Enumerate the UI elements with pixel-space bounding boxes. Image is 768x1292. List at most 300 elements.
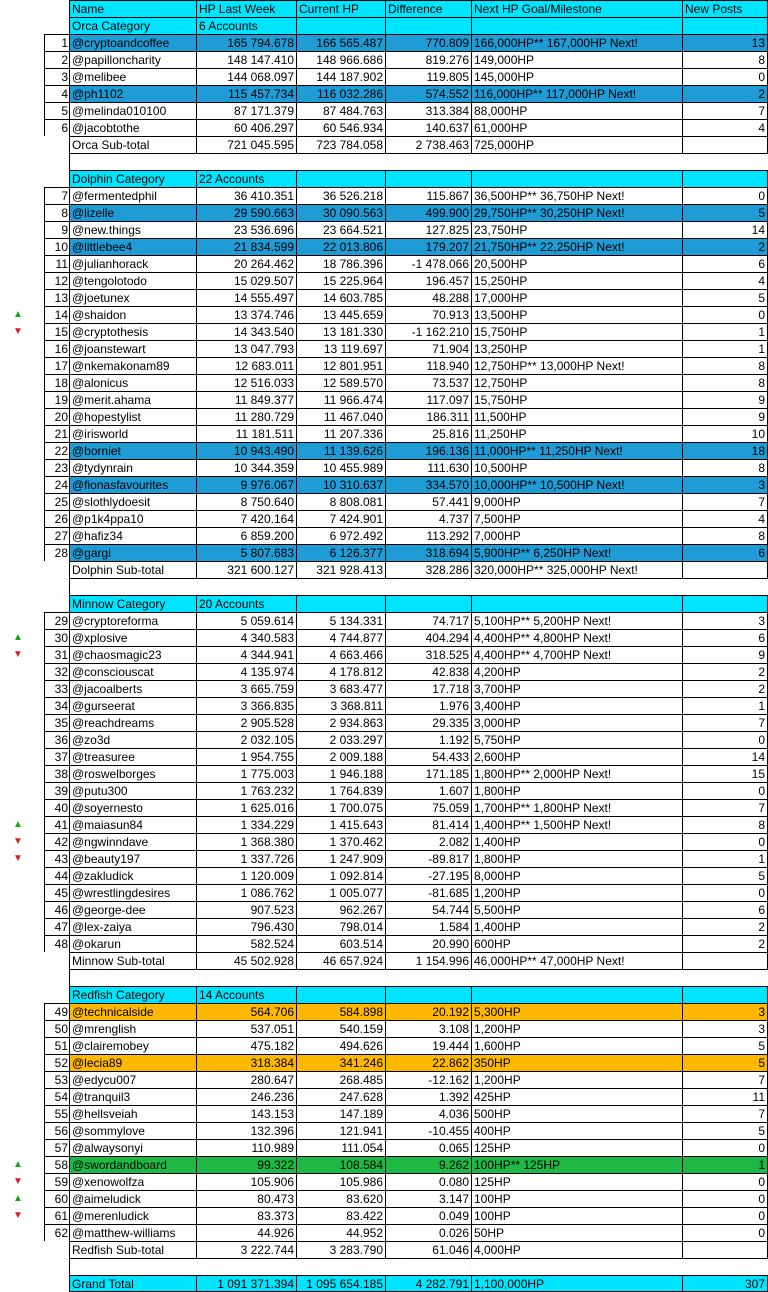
row-index[interactable]: 25: [44, 493, 69, 510]
cell-goal[interactable]: 5,900HP** 6,250HP Next!: [471, 544, 682, 561]
cell-name[interactable]: @tengolotodo: [69, 272, 196, 289]
cell-cur[interactable]: 144 187.902: [296, 68, 385, 85]
cell-posts[interactable]: 0: [682, 1139, 768, 1156]
category-empty-cell[interactable]: [296, 170, 385, 187]
cell-last[interactable]: 132.396: [196, 1122, 296, 1139]
row-index[interactable]: 26: [44, 510, 69, 527]
row-index[interactable]: 19: [44, 391, 69, 408]
cell-last[interactable]: 87 171.379: [196, 102, 296, 119]
cell-last[interactable]: 105.906: [196, 1173, 296, 1190]
cell-name[interactable]: @soyernesto: [69, 799, 196, 816]
cell-goal[interactable]: 9,000HP: [471, 493, 682, 510]
cell-cur[interactable]: 6 126.377: [296, 544, 385, 561]
category-empty-cell[interactable]: [682, 17, 768, 34]
row-index[interactable]: 18: [44, 374, 69, 391]
cell-goal[interactable]: 17,000HP: [471, 289, 682, 306]
row-index[interactable]: 55: [44, 1105, 69, 1122]
cell-cur[interactable]: 147.189: [296, 1105, 385, 1122]
cell-last[interactable]: 21 834.599: [196, 238, 296, 255]
cell-posts[interactable]: 5: [682, 289, 768, 306]
cell-goal[interactable]: 5,300HP: [471, 1003, 682, 1020]
cell-cur[interactable]: 83.620: [296, 1190, 385, 1207]
cell-name[interactable]: @maiasun84: [69, 816, 196, 833]
cell-diff[interactable]: 48.288: [385, 289, 471, 306]
cell-diff[interactable]: -27.195: [385, 867, 471, 884]
cell-goal[interactable]: 116,000HP** 117,000HP Next!: [471, 85, 682, 102]
row-index[interactable]: 37: [44, 748, 69, 765]
cell-goal[interactable]: 11,000HP** 11,250HP Next!: [471, 442, 682, 459]
row-index[interactable]: 24: [44, 476, 69, 493]
cell-goal[interactable]: 1,400HP** 1,500HP Next!: [471, 816, 682, 833]
subtotal-hp-last-week[interactable]: 3 222.744: [196, 1241, 296, 1258]
cell-cur[interactable]: 11 966.474: [296, 391, 385, 408]
cell-goal[interactable]: 125HP: [471, 1139, 682, 1156]
cell-goal[interactable]: 13,500HP: [471, 306, 682, 323]
cell-name[interactable]: @cryptoreforma: [69, 612, 196, 629]
cell-posts[interactable]: 6: [682, 629, 768, 646]
cell-diff[interactable]: 119.805: [385, 68, 471, 85]
cell-posts[interactable]: 8: [682, 816, 768, 833]
subtotal-current-hp[interactable]: 3 283.790: [296, 1241, 385, 1258]
cell-last[interactable]: 13 374.746: [196, 306, 296, 323]
cell-cur[interactable]: 10 310.637: [296, 476, 385, 493]
subtotal-difference[interactable]: 2 738.463: [385, 136, 471, 153]
cell-goal[interactable]: 5,500HP: [471, 901, 682, 918]
cell-name[interactable]: @clairemobey: [69, 1037, 196, 1054]
row-index[interactable]: 57: [44, 1139, 69, 1156]
cell-goal[interactable]: 600HP: [471, 935, 682, 952]
row-index[interactable]: 2: [44, 51, 69, 68]
cell-cur[interactable]: 13 119.697: [296, 340, 385, 357]
cell-diff[interactable]: 74.717: [385, 612, 471, 629]
row-index[interactable]: 56: [44, 1122, 69, 1139]
row-index[interactable]: 47: [44, 918, 69, 935]
row-index[interactable]: 33: [44, 680, 69, 697]
category-empty-cell[interactable]: [385, 170, 471, 187]
row-index[interactable]: 7: [44, 187, 69, 204]
category-empty-cell[interactable]: [296, 17, 385, 34]
row-index[interactable]: 30: [44, 629, 69, 646]
cell-name[interactable]: @swordandboard: [69, 1156, 196, 1173]
cell-name[interactable]: @matthew-williams: [69, 1224, 196, 1241]
cell-cur[interactable]: 60 546.934: [296, 119, 385, 136]
cell-name[interactable]: @joetunex: [69, 289, 196, 306]
cell-name[interactable]: @littlebee4: [69, 238, 196, 255]
cell-name[interactable]: @hopestylist: [69, 408, 196, 425]
cell-posts[interactable]: 7: [682, 1071, 768, 1088]
cell-name[interactable]: @putu300: [69, 782, 196, 799]
cell-name[interactable]: @chaosmagic23: [69, 646, 196, 663]
cell-goal[interactable]: 1,200HP: [471, 884, 682, 901]
subtotal-goal[interactable]: 320,000HP** 325,000HP Next!: [471, 561, 682, 578]
cell-cur[interactable]: 540.159: [296, 1020, 385, 1037]
row-index[interactable]: 27: [44, 527, 69, 544]
row-index[interactable]: 45: [44, 884, 69, 901]
cell-goal[interactable]: 100HP: [471, 1207, 682, 1224]
cell-diff[interactable]: 1.584: [385, 918, 471, 935]
cell-cur[interactable]: 148 966.686: [296, 51, 385, 68]
cell-posts[interactable]: 0: [682, 884, 768, 901]
cell-last[interactable]: 99.322: [196, 1156, 296, 1173]
cell-last[interactable]: 4 340.583: [196, 629, 296, 646]
cell-cur[interactable]: 2 934.863: [296, 714, 385, 731]
cell-last[interactable]: 29 590.663: [196, 204, 296, 221]
cell-goal[interactable]: 1,800HP: [471, 850, 682, 867]
row-index[interactable]: 4: [44, 85, 69, 102]
category-empty-cell[interactable]: [296, 986, 385, 1003]
grand-total-goal[interactable]: 1,100,000HP: [471, 1275, 682, 1292]
cell-diff[interactable]: 574.552: [385, 85, 471, 102]
cell-name[interactable]: @mrenglish: [69, 1020, 196, 1037]
cell-last[interactable]: 23 536.696: [196, 221, 296, 238]
row-index[interactable]: 15: [44, 323, 69, 340]
cell-posts[interactable]: 5: [682, 204, 768, 221]
row-index[interactable]: 6: [44, 119, 69, 136]
cell-posts[interactable]: 5: [682, 1122, 768, 1139]
cell-last[interactable]: 280.647: [196, 1071, 296, 1088]
cell-cur[interactable]: 15 225.964: [296, 272, 385, 289]
row-index[interactable]: 35: [44, 714, 69, 731]
cell-name[interactable]: @ph1102: [69, 85, 196, 102]
cell-cur[interactable]: 5 134.331: [296, 612, 385, 629]
cell-posts[interactable]: 3: [682, 1020, 768, 1037]
cell-posts[interactable]: 9: [682, 391, 768, 408]
cell-goal[interactable]: 61,000HP: [471, 119, 682, 136]
category-empty-cell[interactable]: [471, 595, 682, 612]
cell-name[interactable]: @roswelborges: [69, 765, 196, 782]
cell-posts[interactable]: 1: [682, 340, 768, 357]
cell-name[interactable]: @borniet: [69, 442, 196, 459]
category-empty-cell[interactable]: [471, 986, 682, 1003]
cell-posts[interactable]: 0: [682, 833, 768, 850]
cell-name[interactable]: @lizelle: [69, 204, 196, 221]
cell-cur[interactable]: 166 565.487: [296, 34, 385, 51]
cell-diff[interactable]: 25.816: [385, 425, 471, 442]
cell-posts[interactable]: 6: [682, 544, 768, 561]
cell-diff[interactable]: 404.294: [385, 629, 471, 646]
row-index[interactable]: 16: [44, 340, 69, 357]
cell-name[interactable]: @fermentedphil: [69, 187, 196, 204]
cell-last[interactable]: 2 032.105: [196, 731, 296, 748]
row-index[interactable]: 5: [44, 102, 69, 119]
cell-name[interactable]: @tranquil3: [69, 1088, 196, 1105]
cell-posts[interactable]: 0: [682, 782, 768, 799]
category-empty-cell[interactable]: [385, 17, 471, 34]
cell-last[interactable]: 1 368.380: [196, 833, 296, 850]
cell-posts[interactable]: 5: [682, 1037, 768, 1054]
cell-posts[interactable]: 14: [682, 221, 768, 238]
cell-last[interactable]: 12 683.011: [196, 357, 296, 374]
cell-name[interactable]: @new.things: [69, 221, 196, 238]
cell-diff[interactable]: 0.080: [385, 1173, 471, 1190]
cell-last[interactable]: 11 849.377: [196, 391, 296, 408]
cell-goal[interactable]: 13,250HP: [471, 340, 682, 357]
cell-posts[interactable]: 2: [682, 680, 768, 697]
cell-last[interactable]: 907.523: [196, 901, 296, 918]
cell-diff[interactable]: -81.685: [385, 884, 471, 901]
cell-posts[interactable]: 5: [682, 1054, 768, 1071]
cell-name[interactable]: @aimeludick: [69, 1190, 196, 1207]
cell-name[interactable]: @xenowolfza: [69, 1173, 196, 1190]
cell-last[interactable]: 115 457.734: [196, 85, 296, 102]
cell-cur[interactable]: 8 808.081: [296, 493, 385, 510]
row-index[interactable]: 51: [44, 1037, 69, 1054]
cell-posts[interactable]: 8: [682, 51, 768, 68]
cell-name[interactable]: @treasuree: [69, 748, 196, 765]
cell-posts[interactable]: 6: [682, 255, 768, 272]
cell-diff[interactable]: 17.718: [385, 680, 471, 697]
cell-last[interactable]: 10 943.490: [196, 442, 296, 459]
cell-diff[interactable]: 42.838: [385, 663, 471, 680]
row-index[interactable]: 20: [44, 408, 69, 425]
cell-goal[interactable]: 1,800HP** 2,000HP Next!: [471, 765, 682, 782]
cell-posts[interactable]: 7: [682, 102, 768, 119]
cell-diff[interactable]: 1.392: [385, 1088, 471, 1105]
row-index[interactable]: 29: [44, 612, 69, 629]
cell-last[interactable]: 6 859.200: [196, 527, 296, 544]
cell-goal[interactable]: 1,200HP: [471, 1071, 682, 1088]
cell-name[interactable]: @reachdreams: [69, 714, 196, 731]
cell-goal[interactable]: 23,750HP: [471, 221, 682, 238]
row-index[interactable]: 58: [44, 1156, 69, 1173]
cell-posts[interactable]: 0: [682, 306, 768, 323]
cell-posts[interactable]: 7: [682, 799, 768, 816]
cell-last[interactable]: 10 344.359: [196, 459, 296, 476]
cell-posts[interactable]: 9: [682, 408, 768, 425]
cell-goal[interactable]: 3,400HP: [471, 697, 682, 714]
cell-diff[interactable]: 118.940: [385, 357, 471, 374]
cell-diff[interactable]: 819.276: [385, 51, 471, 68]
cell-posts[interactable]: 11: [682, 1088, 768, 1105]
cell-last[interactable]: 148 147.410: [196, 51, 296, 68]
cell-cur[interactable]: 1 946.188: [296, 765, 385, 782]
cell-cur[interactable]: 18 786.396: [296, 255, 385, 272]
cell-last[interactable]: 144 068.097: [196, 68, 296, 85]
cell-posts[interactable]: 2: [682, 918, 768, 935]
row-index[interactable]: 50: [44, 1020, 69, 1037]
cell-last[interactable]: 14 555.497: [196, 289, 296, 306]
cell-cur[interactable]: 121.941: [296, 1122, 385, 1139]
cell-goal[interactable]: 36,500HP** 36,750HP Next!: [471, 187, 682, 204]
cell-goal[interactable]: 12,750HP** 13,000HP Next!: [471, 357, 682, 374]
cell-diff[interactable]: 75.059: [385, 799, 471, 816]
cell-goal[interactable]: 149,000HP: [471, 51, 682, 68]
cell-cur[interactable]: 2 033.297: [296, 731, 385, 748]
category-account-count[interactable]: 14 Accounts: [196, 986, 296, 1003]
row-index[interactable]: 48: [44, 935, 69, 952]
cell-diff[interactable]: 313.384: [385, 102, 471, 119]
cell-last[interactable]: 3 665.759: [196, 680, 296, 697]
cell-cur[interactable]: 36 526.218: [296, 187, 385, 204]
row-index[interactable]: 42: [44, 833, 69, 850]
cell-goal[interactable]: 7,500HP: [471, 510, 682, 527]
cell-posts[interactable]: 8: [682, 527, 768, 544]
cell-diff[interactable]: 0.026: [385, 1224, 471, 1241]
category-name[interactable]: Dolphin Category: [69, 170, 196, 187]
cell-last[interactable]: 15 029.507: [196, 272, 296, 289]
cell-last[interactable]: 165 794.678: [196, 34, 296, 51]
subtotal-label[interactable]: Orca Sub-total: [69, 136, 196, 153]
category-empty-cell[interactable]: [682, 170, 768, 187]
cell-diff[interactable]: 179.207: [385, 238, 471, 255]
subtotal-goal[interactable]: 4,000HP: [471, 1241, 682, 1258]
col-header-difference[interactable]: Difference: [385, 0, 471, 17]
cell-last[interactable]: 14 343.540: [196, 323, 296, 340]
cell-name[interactable]: @lecia89: [69, 1054, 196, 1071]
subtotal-current-hp[interactable]: 46 657.924: [296, 952, 385, 969]
cell-goal[interactable]: 3,700HP: [471, 680, 682, 697]
cell-posts[interactable]: 0: [682, 68, 768, 85]
cell-posts[interactable]: 4: [682, 272, 768, 289]
cell-name[interactable]: @shaidon: [69, 306, 196, 323]
cell-posts[interactable]: 0: [682, 731, 768, 748]
cell-cur[interactable]: 494.626: [296, 1037, 385, 1054]
cell-name[interactable]: @sommylove: [69, 1122, 196, 1139]
category-name[interactable]: Redfish Category: [69, 986, 196, 1003]
cell-cur[interactable]: 4 663.466: [296, 646, 385, 663]
cell-goal[interactable]: 11,250HP: [471, 425, 682, 442]
row-index[interactable]: 44: [44, 867, 69, 884]
grand-total-difference[interactable]: 4 282.791: [385, 1275, 471, 1292]
row-index[interactable]: 38: [44, 765, 69, 782]
cell-cur[interactable]: 1 005.077: [296, 884, 385, 901]
cell-name[interactable]: @zo3d: [69, 731, 196, 748]
cell-last[interactable]: 537.051: [196, 1020, 296, 1037]
cell-name[interactable]: @merenludick: [69, 1207, 196, 1224]
cell-posts[interactable]: 0: [682, 1207, 768, 1224]
cell-diff[interactable]: -10.455: [385, 1122, 471, 1139]
cell-diff[interactable]: -12.162: [385, 1071, 471, 1088]
row-index[interactable]: 62: [44, 1224, 69, 1241]
cell-cur[interactable]: 798.014: [296, 918, 385, 935]
cell-last[interactable]: 1 625.016: [196, 799, 296, 816]
subtotal-label[interactable]: Minnow Sub-total: [69, 952, 196, 969]
cell-posts[interactable]: 7: [682, 493, 768, 510]
row-index[interactable]: 31: [44, 646, 69, 663]
subtotal-hp-last-week[interactable]: 321 600.127: [196, 561, 296, 578]
cell-last[interactable]: 9 976.067: [196, 476, 296, 493]
row-index[interactable]: 21: [44, 425, 69, 442]
cell-cur[interactable]: 1 092.814: [296, 867, 385, 884]
cell-posts[interactable]: 3: [682, 612, 768, 629]
cell-goal[interactable]: 425HP: [471, 1088, 682, 1105]
cell-posts[interactable]: 1: [682, 850, 768, 867]
cell-diff[interactable]: 81.414: [385, 816, 471, 833]
cell-diff[interactable]: 4.737: [385, 510, 471, 527]
row-index[interactable]: 12: [44, 272, 69, 289]
cell-posts[interactable]: 3: [682, 1003, 768, 1020]
cell-cur[interactable]: 3 683.477: [296, 680, 385, 697]
cell-cur[interactable]: 12 801.951: [296, 357, 385, 374]
subtotal-label[interactable]: Dolphin Sub-total: [69, 561, 196, 578]
cell-cur[interactable]: 1 370.462: [296, 833, 385, 850]
cell-diff[interactable]: 186.311: [385, 408, 471, 425]
cell-diff[interactable]: 4.036: [385, 1105, 471, 1122]
row-index[interactable]: 36: [44, 731, 69, 748]
cell-cur[interactable]: 962.267: [296, 901, 385, 918]
cell-name[interactable]: @xplosive: [69, 629, 196, 646]
cell-cur[interactable]: 14 603.785: [296, 289, 385, 306]
cell-last[interactable]: 83.373: [196, 1207, 296, 1224]
cell-posts[interactable]: 15: [682, 765, 768, 782]
category-account-count[interactable]: 20 Accounts: [196, 595, 296, 612]
category-name[interactable]: Minnow Category: [69, 595, 196, 612]
cell-goal[interactable]: 4,200HP: [471, 663, 682, 680]
cell-posts[interactable]: 5: [682, 867, 768, 884]
cell-diff[interactable]: 196.136: [385, 442, 471, 459]
cell-goal[interactable]: 500HP: [471, 1105, 682, 1122]
cell-posts[interactable]: 2: [682, 935, 768, 952]
cell-posts[interactable]: 7: [682, 714, 768, 731]
cell-name[interactable]: @irisworld: [69, 425, 196, 442]
row-index[interactable]: 32: [44, 663, 69, 680]
cell-goal[interactable]: 1,400HP: [471, 918, 682, 935]
cell-diff[interactable]: -1 478.066: [385, 255, 471, 272]
col-header-next-goal[interactable]: Next HP Goal/Milestone: [471, 0, 682, 17]
cell-goal[interactable]: 3,000HP: [471, 714, 682, 731]
cell-cur[interactable]: 10 455.989: [296, 459, 385, 476]
cell-last[interactable]: 11 280.729: [196, 408, 296, 425]
cell-goal[interactable]: 15,250HP: [471, 272, 682, 289]
cell-name[interactable]: @nkemakonam89: [69, 357, 196, 374]
cell-name[interactable]: @gargi: [69, 544, 196, 561]
cell-diff[interactable]: 113.292: [385, 527, 471, 544]
cell-last[interactable]: 7 420.164: [196, 510, 296, 527]
cell-diff[interactable]: 115.867: [385, 187, 471, 204]
cell-posts[interactable]: 0: [682, 1173, 768, 1190]
grand-total-hp-last-week[interactable]: 1 091 371.394: [196, 1275, 296, 1292]
cell-last[interactable]: 5 807.683: [196, 544, 296, 561]
cell-goal[interactable]: 100HP** 125HP: [471, 1156, 682, 1173]
cell-goal[interactable]: 29,750HP** 30,250HP Next!: [471, 204, 682, 221]
cell-goal[interactable]: 1,700HP** 1,800HP Next!: [471, 799, 682, 816]
cell-diff[interactable]: 499.900: [385, 204, 471, 221]
col-header-new-posts[interactable]: New Posts: [682, 0, 768, 17]
cell-goal[interactable]: 1,400HP: [471, 833, 682, 850]
cell-name[interactable]: @hellsveiah: [69, 1105, 196, 1122]
cell-posts[interactable]: 10: [682, 425, 768, 442]
cell-goal[interactable]: 12,750HP: [471, 374, 682, 391]
cell-diff[interactable]: -1 162.210: [385, 323, 471, 340]
cell-goal[interactable]: 1,200HP: [471, 1020, 682, 1037]
cell-name[interactable]: @george-dee: [69, 901, 196, 918]
subtotal-goal[interactable]: 725,000HP: [471, 136, 682, 153]
row-index[interactable]: 11: [44, 255, 69, 272]
cell-name[interactable]: @gurseerat: [69, 697, 196, 714]
cell-goal[interactable]: 50HP: [471, 1224, 682, 1241]
subtotal-posts[interactable]: [682, 952, 768, 969]
cell-posts[interactable]: 8: [682, 357, 768, 374]
cell-diff[interactable]: 57.441: [385, 493, 471, 510]
cell-last[interactable]: 318.384: [196, 1054, 296, 1071]
cell-goal[interactable]: 88,000HP: [471, 102, 682, 119]
col-header-name[interactable]: Name: [69, 0, 196, 17]
cell-goal[interactable]: 125HP: [471, 1173, 682, 1190]
cell-name[interactable]: @melinda010100: [69, 102, 196, 119]
cell-diff[interactable]: 1.607: [385, 782, 471, 799]
cell-last[interactable]: 475.182: [196, 1037, 296, 1054]
cell-last[interactable]: 60 406.297: [196, 119, 296, 136]
cell-goal[interactable]: 100HP: [471, 1190, 682, 1207]
cell-goal[interactable]: 11,500HP: [471, 408, 682, 425]
row-index[interactable]: 53: [44, 1071, 69, 1088]
row-index[interactable]: 39: [44, 782, 69, 799]
cell-last[interactable]: 44.926: [196, 1224, 296, 1241]
cell-posts[interactable]: 8: [682, 374, 768, 391]
cell-goal[interactable]: 21,750HP** 22,250HP Next!: [471, 238, 682, 255]
cell-posts[interactable]: 4: [682, 510, 768, 527]
category-empty-cell[interactable]: [385, 986, 471, 1003]
